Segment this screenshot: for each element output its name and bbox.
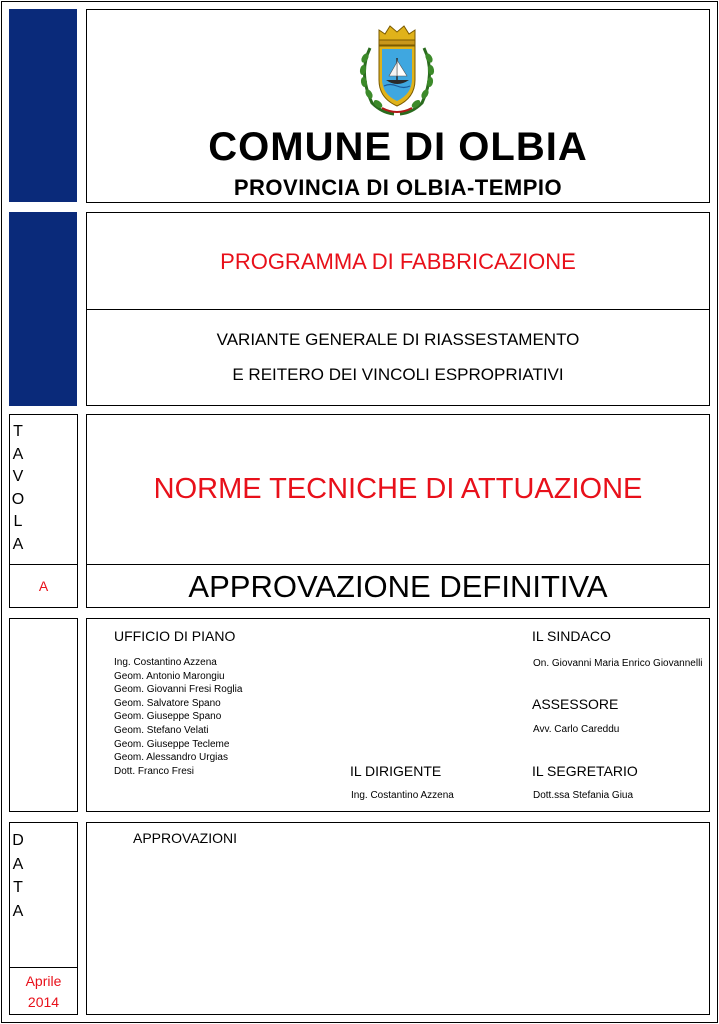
data-letter: A — [12, 855, 24, 873]
ufficio-member: Geom. Alessandro Urgias — [114, 752, 228, 764]
data-side-divider — [10, 967, 77, 968]
program-divider — [87, 309, 709, 310]
program-blue-bar — [9, 212, 77, 406]
tavola-title: NORME TECNICHE DI ATTUAZIONE — [153, 473, 643, 505]
olbia-coat-of-arms-icon — [352, 18, 442, 118]
dirigente-name: Ing. Costantino Azzena — [351, 790, 454, 801]
tavola-main-box — [86, 414, 710, 608]
tavola-status: APPROVAZIONE DEFINITIVA — [188, 569, 608, 604]
segretario-name: Dott.ssa Stefania Giua — [533, 790, 634, 801]
approvazioni-box — [86, 822, 710, 1015]
program-subtitle-line1: VARIANTE GENERALE DI RIASSESTAMENTO — [216, 330, 580, 349]
data-side-box — [9, 822, 78, 1015]
ufficio-member: Geom. Stefano Velati — [114, 724, 209, 736]
dirigente-label: IL DIRIGENTE — [350, 763, 442, 779]
data-letter: D — [12, 832, 24, 849]
provincia-subtitle: PROVINCIA DI OLBIA-TEMPIO — [233, 175, 563, 200]
comune-title: COMUNE DI OLBIA — [208, 125, 588, 169]
staff-side-box — [9, 618, 78, 812]
tavola-letter: T — [13, 423, 23, 440]
assessore-name: Avv. Carlo Careddu — [533, 724, 620, 735]
assessore-label: ASSESSORE — [532, 696, 619, 712]
header-box — [86, 9, 710, 203]
data-vertical-label — [10, 829, 26, 923]
tavola-letter: L — [13, 513, 23, 530]
tavola-letter: O — [11, 490, 25, 508]
data-year: 2014 — [27, 994, 60, 1010]
ufficio-members-list — [114, 656, 242, 778]
tavola-letter: V — [12, 468, 24, 485]
tavola-side-box — [9, 414, 78, 608]
data-letter: A — [12, 902, 24, 920]
ufficio-member: Geom. Antonio Marongiu — [114, 670, 225, 682]
ufficio-member: Geom. Giuseppe Tecleme — [114, 738, 230, 750]
tavola-vertical-label — [10, 421, 26, 556]
program-subtitle-line2: E REITERO DEI VINCOLI ESPROPRIATIVI — [232, 365, 564, 384]
header-blue-bar — [9, 9, 77, 202]
ufficio-label: UFFICIO DI PIANO — [114, 628, 236, 644]
approvazioni-label: APPROVAZIONI — [133, 830, 237, 846]
sindaco-name: On. Giovanni Maria Enrico Giovannelli — [533, 658, 703, 669]
segretario-label: IL SEGRETARIO — [532, 763, 638, 779]
program-box — [86, 212, 710, 406]
data-month: Aprile — [25, 973, 62, 989]
tavola-main-divider — [87, 564, 709, 565]
ufficio-member: Dott. Franco Fresi — [114, 765, 195, 777]
sindaco-label: IL SINDACO — [532, 628, 611, 644]
program-title: PROGRAMMA DI FABBRICAZIONE — [220, 249, 576, 274]
ufficio-member: Geom. Giuseppe Spano — [114, 711, 222, 723]
ufficio-member: Geom. Salvatore Spano — [114, 697, 221, 709]
staff-box — [86, 618, 710, 812]
tavola-code: A — [38, 578, 49, 594]
data-letter: T — [13, 879, 23, 896]
tavola-letter: A — [12, 535, 24, 553]
ufficio-member: Geom. Giovanni Fresi Roglia — [114, 684, 243, 696]
tavola-side-divider — [10, 564, 77, 565]
tavola-letter: A — [12, 445, 24, 463]
ufficio-member: Ing. Costantino Azzena — [114, 657, 217, 668]
